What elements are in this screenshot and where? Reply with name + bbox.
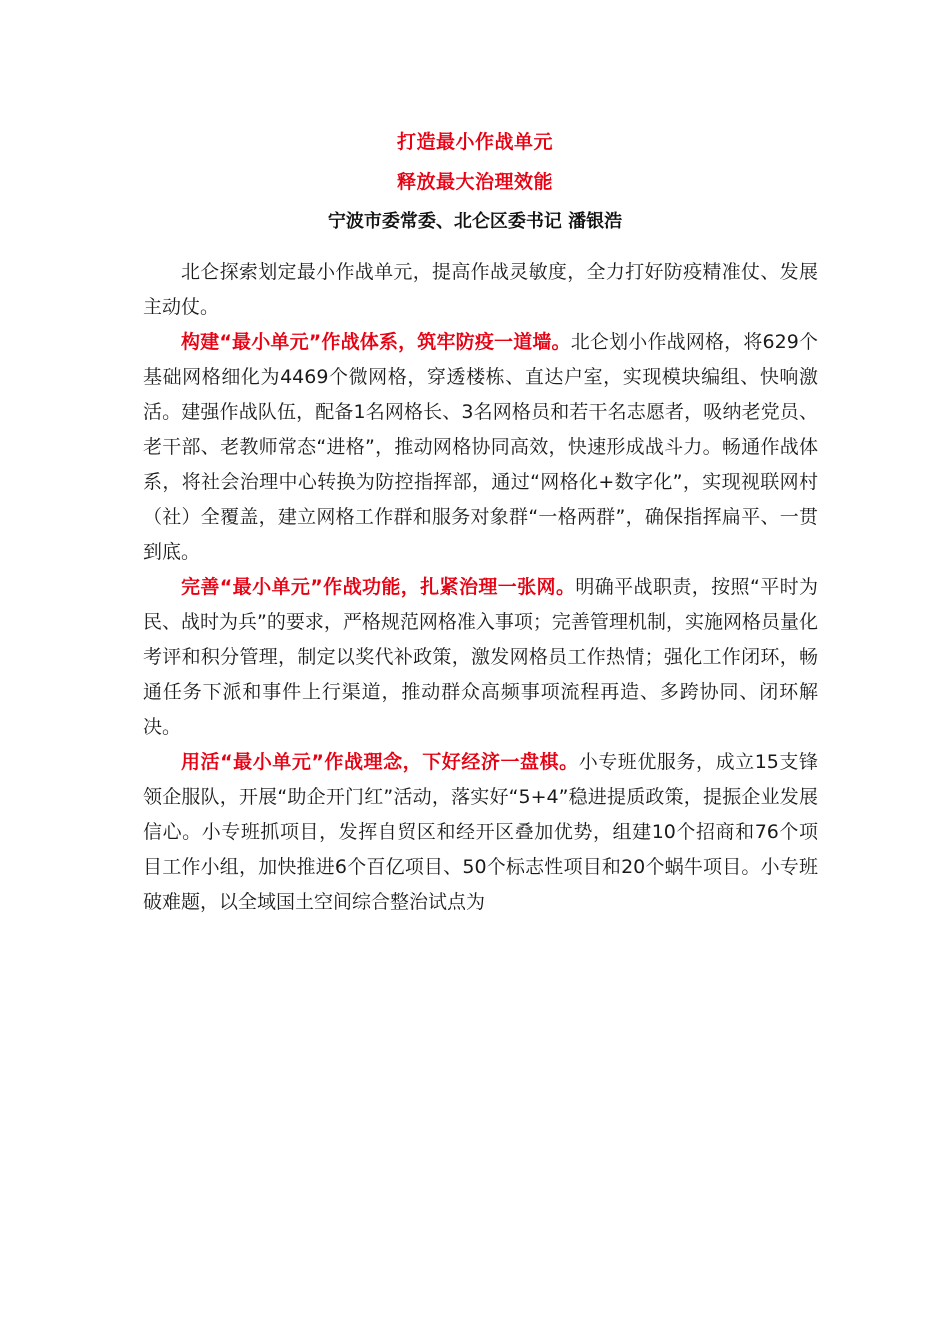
paragraph-economy [143,745,818,920]
paragraph-intro [143,255,818,325]
paragraph-text: 小专班优服务，成立15支锋领企服队，开展“助企开门红”活动，落实好“5+4”稳进提质政策，提振企业发展信心。小专班抓项目，发挥自贸区和经开区叠加优势，组建10个招商和76个项目工作小组，加快推进6个百亿项目、50个标志性项目和20个蜗牛项目。小专班破难题，以全域国土空间综合整治试点为 [143,751,818,913]
author-byline: 宁波市委常委、北仑区委书记 潘银浩 [327,211,623,232]
paragraph-function [143,570,818,745]
paragraph-lead: 构建“最小单元”作战体系，筑牢防疫一道墙。 [181,331,571,353]
document-title: 打造最小作战单元 [396,131,553,153]
paragraph-lead: 完善“最小单元”作战功能，扎紧治理一张网。 [181,576,576,598]
paragraph-text: 北仑探索划定最小作战单元，提高作战灵敏度，全力打好防疫精准仗、发展主动仗。 [143,261,818,318]
document-subtitle: 释放最大治理效能 [396,171,553,193]
paragraph-system [143,325,818,570]
article-body [143,255,818,920]
paragraph-text: 明确平战职责，按照“平时为民、战时为兵”的要求，严格规范网格准入事项；完善管理机制，实施网格员量化考评和积分管理，制定以奖代补政策，激发网格员工作热情；强化工作闭环，畅通任务下派和事件上行渠道，推动群众高频事项流程再造、多跨协同、闭环解决。 [143,576,818,738]
paragraph-text: 北仑划小作战网格，将629个基础网格细化为4469个微网格，穿透楼栋、直达户室，实现模块编组、快响激活。建强作战队伍，配备1名网格长、3名网格员和若干名志愿者，吸纳老党员、老干部、老教师常态“进格”，推动网格协同高效，快速形成战斗力。畅通作战体系，将社会治理中心转换为防控指挥部，通过“网格化+数字化”，实现视联网村（社）全覆盖，建立网格工作群和服务对象群“一格两群”，确保指挥扁平、一贯到底。 [143,331,818,563]
paragraph-lead: 用活“最小单元”作战理念，下好经济一盘棋。 [181,751,579,773]
